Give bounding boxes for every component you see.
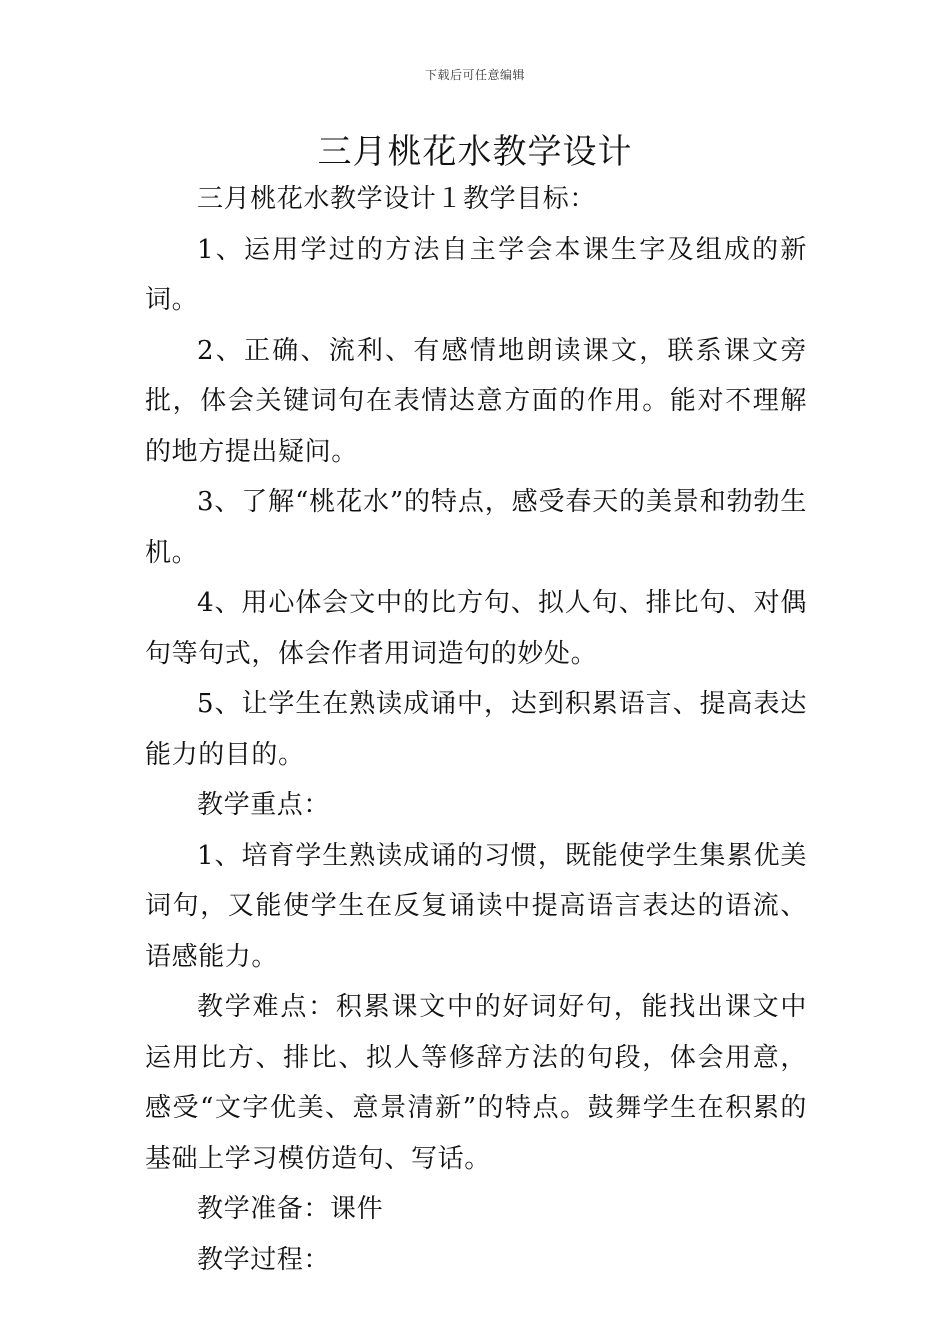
paragraph-goal-3: 3、了解“桃花水”的特点，感受春天的美景和勃勃生机。 bbox=[145, 487, 807, 568]
header-note: 下载后可任意编辑 bbox=[424, 68, 525, 82]
paragraph-goal-2: 2、正确、流利、有感情地朗读课文，联系课文旁批，体会关键词句在表情达意方面的作用。能对不理解的地方提出疑问。 bbox=[145, 335, 807, 467]
paragraph-goal-1: 1、运用学过的方法自主学会本课生字及组成的新词。 bbox=[145, 234, 807, 315]
paragraph-process-heading: 教学过程： bbox=[197, 1244, 331, 1275]
document-title: 三月桃花水教学设计 bbox=[317, 132, 633, 172]
paragraph-key-point-1: 1、培育学生熟读成诵的习惯，既能使学生集累优美词句，又能使学生在反复诵读中提高语言表达的语流、语感能力。 bbox=[145, 840, 807, 972]
document-body bbox=[145, 174, 807, 1285]
paragraph-intro: 三月桃花水教学设计１教学目标： bbox=[197, 184, 597, 214]
paragraph-goal-4: 4、用心体会文中的比方句、拟人句、排比句、对偶句等句式，体会作者用词造句的妙处。 bbox=[145, 588, 807, 669]
paragraph-difficulties: 教学难点：积累课文中的好词好句，能找出课文中运用比方、排比、拟人等修辞方法的句段，体会用意，感受“文字优美、意景清新”的特点。鼓舞学生在积累的基础上学习模仿造句、写话。 bbox=[145, 992, 807, 1174]
paragraph-preparation: 教学准备：课件 bbox=[197, 1194, 384, 1224]
paragraph-goal-5: 5、让学生在熟读成诵中，达到积累语言、提高表达能力的目的。 bbox=[145, 689, 807, 770]
paragraph-key-points-heading: 教学重点： bbox=[197, 790, 331, 820]
